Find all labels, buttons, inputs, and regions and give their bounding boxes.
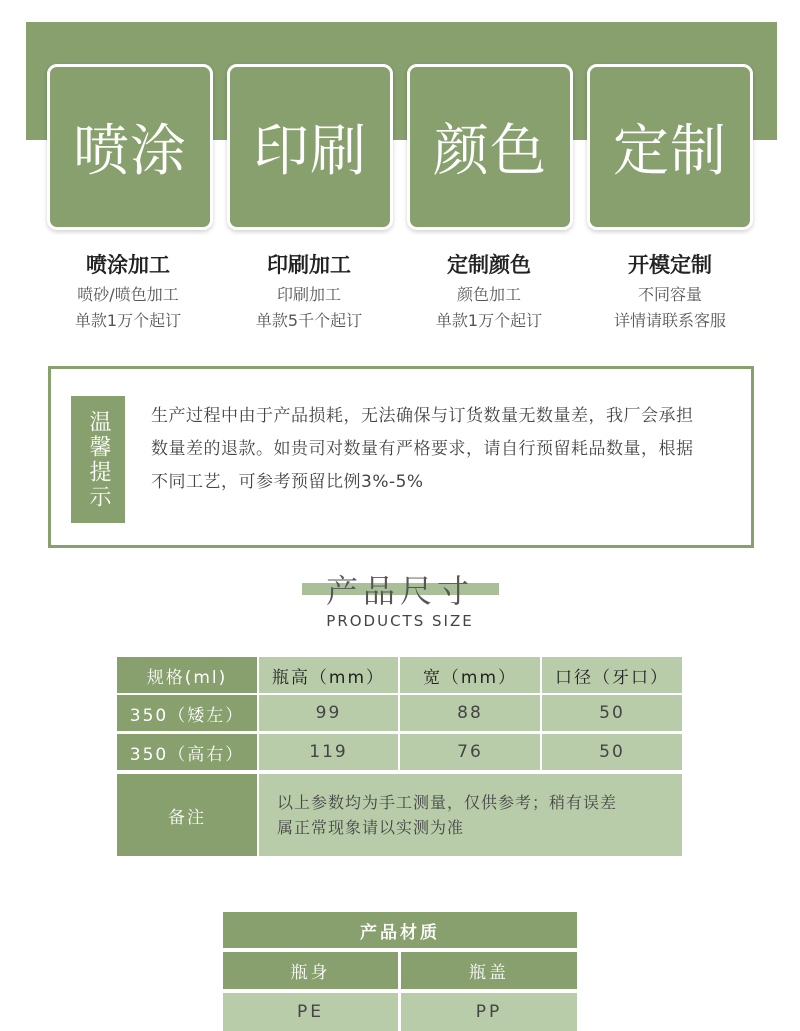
size-table-note (259, 774, 682, 856)
service-info-line: 单款5千个起订 (255, 311, 363, 330)
note-line: 以上参数均为手工测量，仅供参考；稍有误差 (277, 793, 618, 812)
size-table-cell: 99 (259, 695, 398, 731)
service-info-line: 详情请联系客服 (613, 311, 726, 330)
service-card-print (227, 64, 393, 230)
service-card-title: 定制 (613, 119, 727, 184)
material-header: 瓶身 (223, 952, 398, 989)
material-title: 产品材质 (223, 912, 577, 948)
notice-line: 生产过程中由于产品损耗，无法确保与订货数量无数量差，我厂会承担 (151, 406, 694, 426)
service-info-color (399, 248, 579, 334)
service-info-line: 颜色加工 (456, 285, 521, 304)
size-table-cell: 50 (542, 695, 682, 731)
material-header: 瓶盖 (401, 952, 577, 989)
service-info-title: 开模定制 (628, 253, 712, 277)
size-table-cell: 350（矮左） (117, 695, 257, 731)
service-card-title: 颜色 (433, 119, 547, 184)
service-info-title: 印刷加工 (267, 253, 351, 277)
size-table-cell: 350（高右） (117, 734, 257, 770)
size-table-cell: 50 (542, 734, 682, 770)
size-table-header: 瓶高（mm） (259, 657, 398, 693)
service-info-title: 定制颜色 (447, 253, 531, 277)
section-subtitle: PRODUCTS SIZE (326, 612, 474, 630)
service-card-title: 喷涂 (73, 119, 187, 184)
notice-badge-label: 温馨提示 (86, 409, 111, 510)
service-info-line: 印刷加工 (276, 285, 341, 304)
service-card-spray (47, 64, 213, 230)
notice-box (48, 366, 754, 548)
size-table-cell: 119 (259, 734, 398, 770)
section-title: 产品尺寸 (325, 572, 474, 610)
service-info-spray (38, 248, 218, 334)
size-table-header: 口径（牙口） (542, 657, 682, 693)
size-table-note-label: 备注 (117, 774, 257, 856)
service-info-print (219, 248, 399, 334)
notice-badge (71, 396, 125, 523)
note-line: 属正常现象请以实测为准 (277, 818, 465, 837)
service-info-line: 不同容量 (637, 285, 702, 304)
size-table-cell: 76 (400, 734, 540, 770)
material-value: PE (223, 993, 398, 1031)
notice-line: 不同工艺，可参考预留比例3%-5% (151, 472, 424, 492)
service-info-line: 单款1万个起订 (74, 311, 182, 330)
service-info-title: 喷涂加工 (86, 253, 170, 277)
material-value: PP (401, 993, 577, 1031)
service-card-custom (587, 64, 753, 230)
size-table-header: 规格(ml) (117, 657, 257, 693)
service-info-line: 喷砂/喷色加工 (77, 285, 179, 304)
size-table-header: 宽（mm） (400, 657, 540, 693)
service-info-line: 单款1万个起订 (435, 311, 543, 330)
service-info-custom (580, 248, 760, 334)
size-table-cell: 88 (400, 695, 540, 731)
service-card-title: 印刷 (253, 119, 367, 184)
notice-text (151, 400, 741, 499)
service-card-color (407, 64, 573, 230)
notice-line: 数量差的退款。如贵司对数量有严格要求，请自行预留耗品数量，根据 (151, 439, 694, 459)
